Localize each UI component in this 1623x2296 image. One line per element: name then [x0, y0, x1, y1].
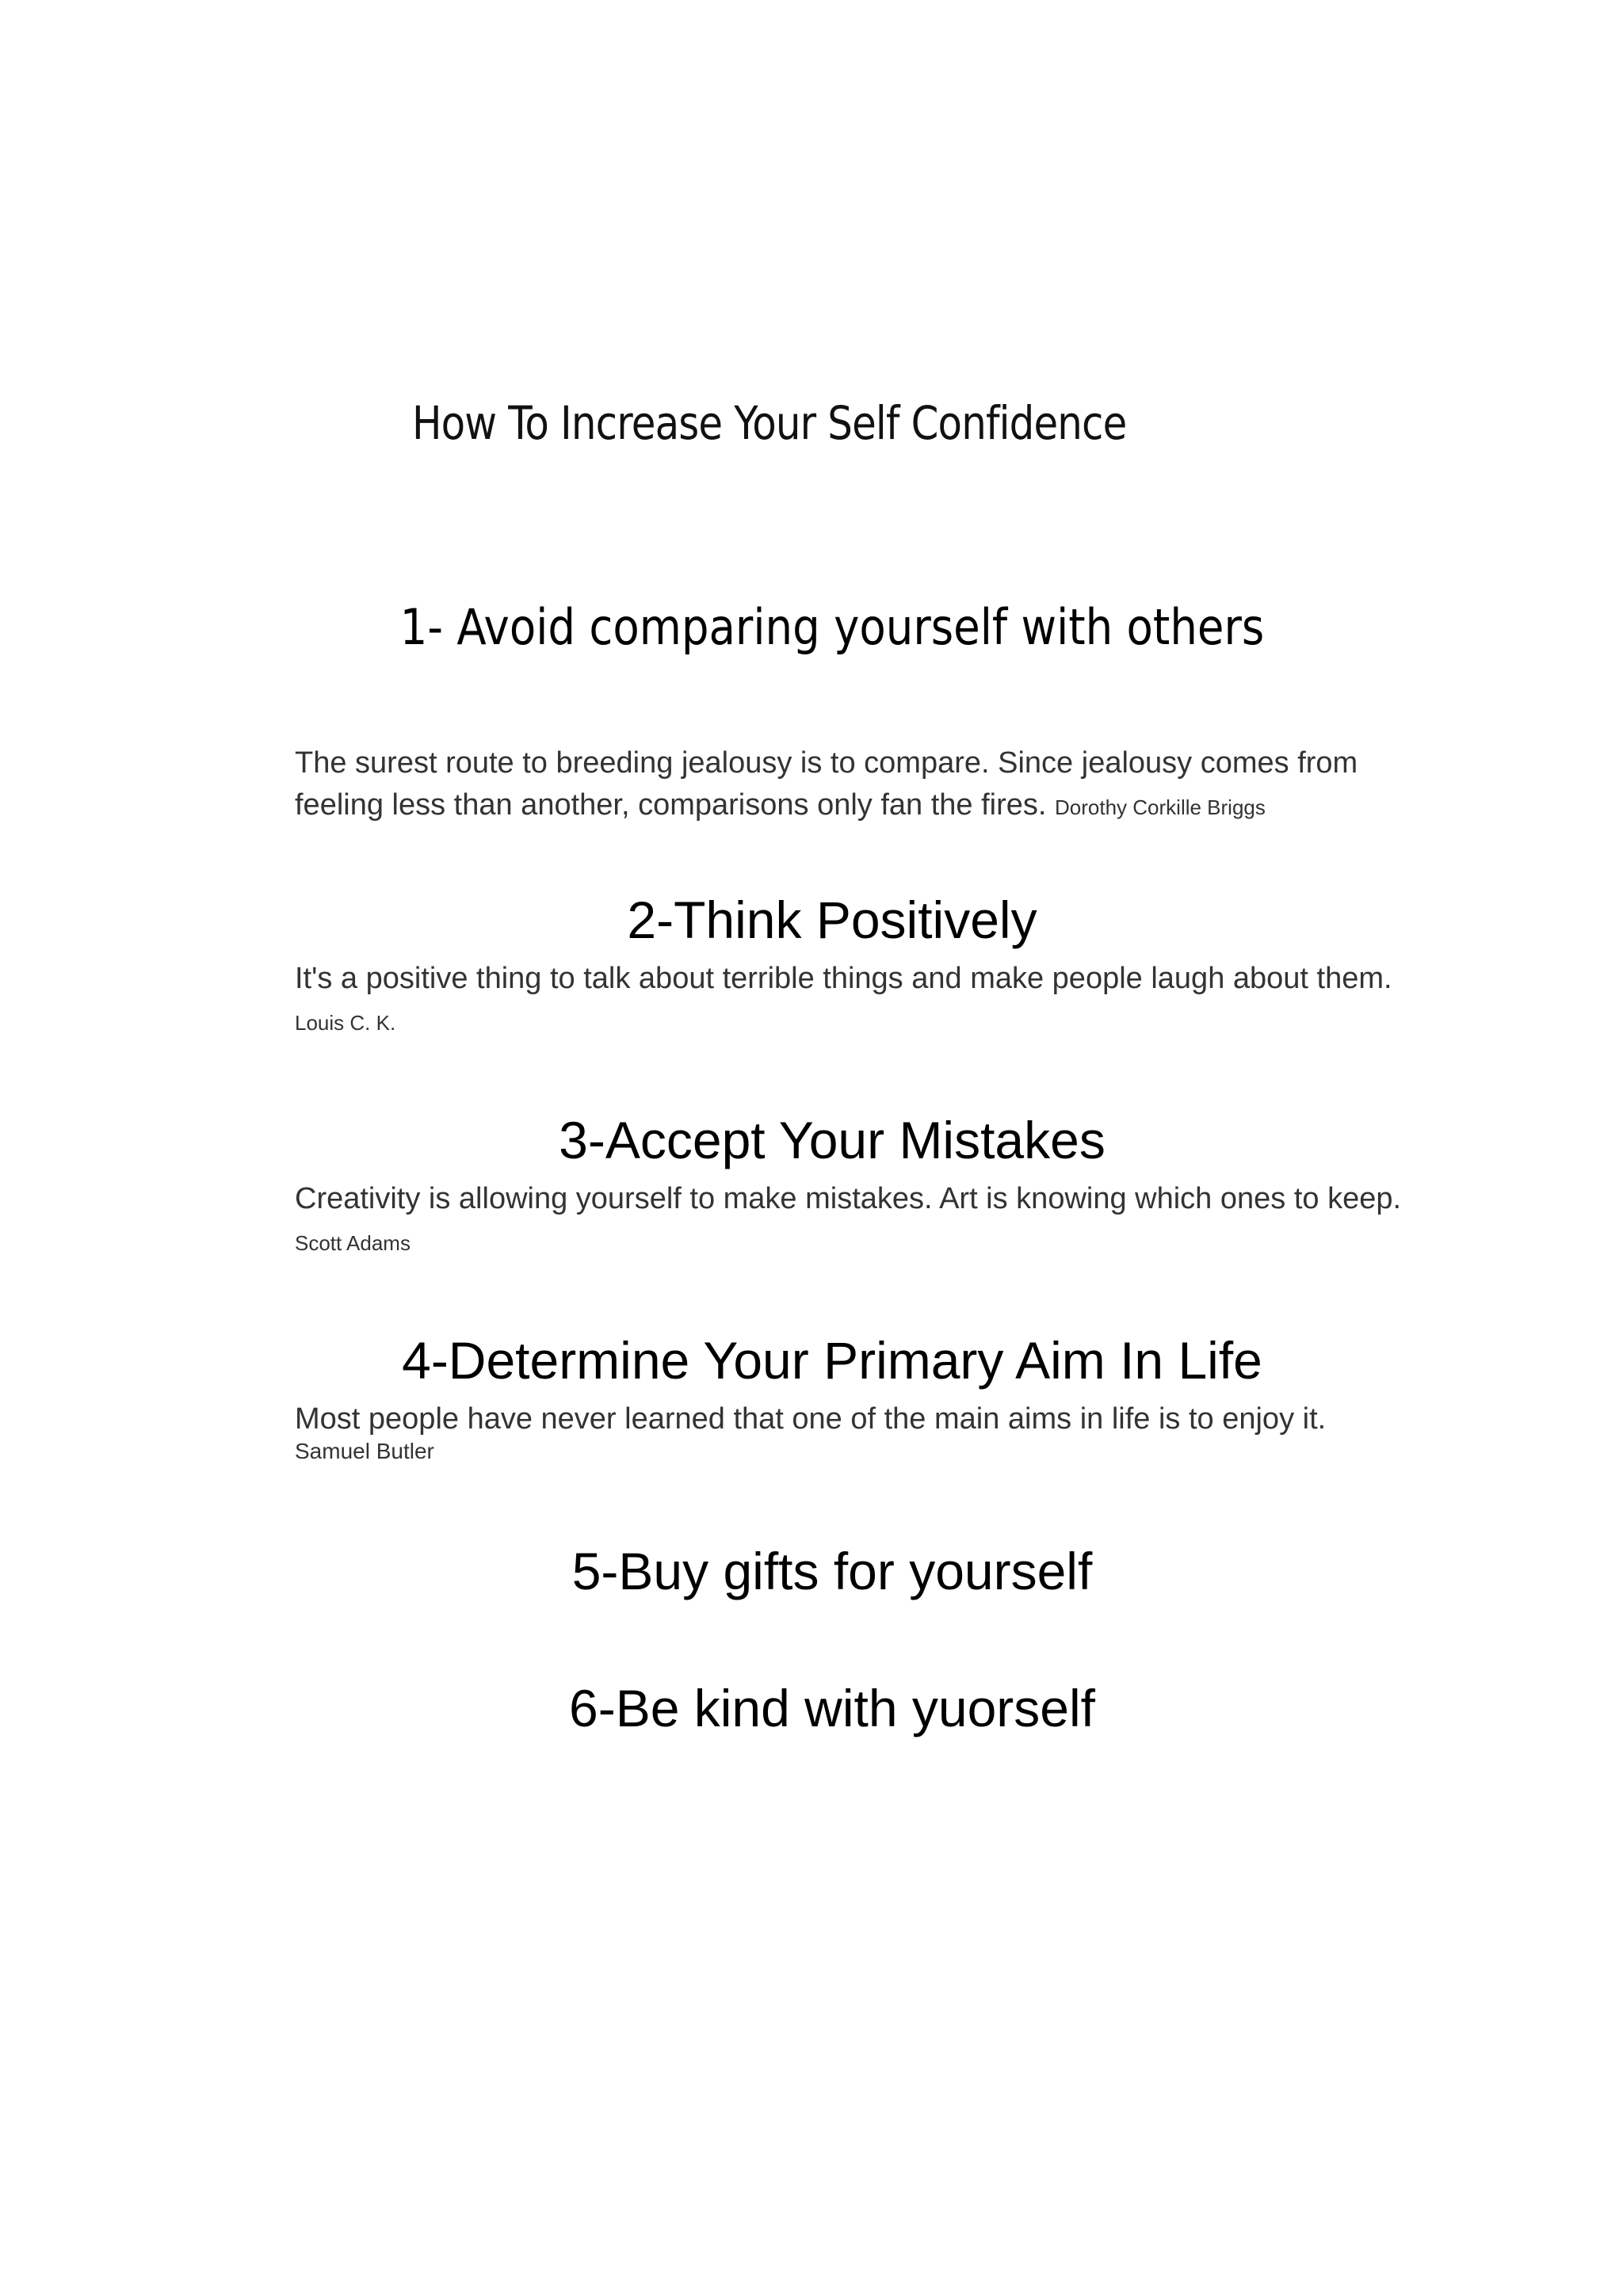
- section-3-author: Scott Adams: [295, 1231, 411, 1255]
- section-2-author: Louis C. K.: [295, 1011, 396, 1035]
- section-5-heading: 5-Buy gifts for yourself: [571, 1542, 1093, 1600]
- section-2-heading: 2-Think Positively: [627, 891, 1037, 949]
- section-1-heading: 1- Avoid comparing yourself with others: [399, 598, 1265, 656]
- section-3-quote: [295, 1178, 1420, 1264]
- section-2-quote-text: It's a positive thing to talk about terrible things and make people laugh about them.: [295, 962, 1392, 995]
- section-4-quote: Most people have never learned that one of the main aims in life is to enjoy it.: [295, 1402, 1327, 1436]
- section-3-heading: 3-Accept Your Mistakes: [559, 1111, 1106, 1169]
- section-1-quote-text: The surest route to breeding jealousy is to compare. Since jealousy comes from feeling less than another, comparisons only fan the fires.: [295, 746, 1358, 822]
- section-2-quote: [295, 958, 1420, 1044]
- section-4-heading: 4-Determine Your Primary Aim In Life: [402, 1331, 1262, 1390]
- section-1-author: Dorothy Corkille Briggs: [1055, 795, 1266, 819]
- section-6-heading: 6-Be kind with yuorself: [569, 1679, 1095, 1737]
- section-3-quote-text: Creativity is allowing yourself to make mistakes. Art is knowing which ones to keep.: [295, 1182, 1402, 1215]
- section-1-quote: [295, 742, 1420, 829]
- section-4-author: Samuel Butler: [295, 1439, 434, 1463]
- document-title: How To Increase Your Self Confidence: [412, 396, 1127, 450]
